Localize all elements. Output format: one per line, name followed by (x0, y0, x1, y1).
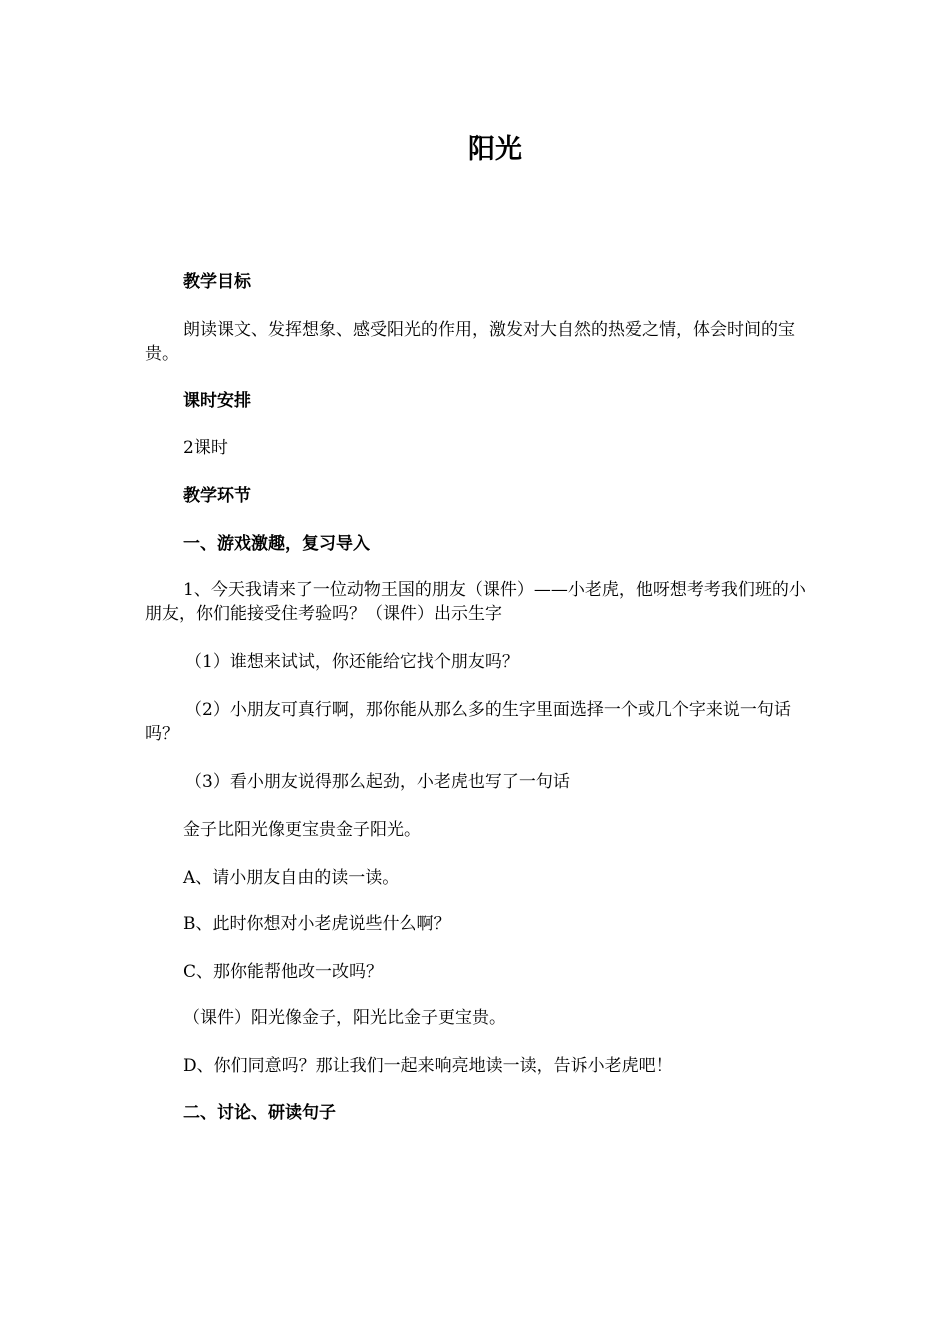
paragraph-1: 1、今天我请来了一位动物王国的朋友（课件）——小老虎，他呀想考考我们班的小朋友，你们能接受住考验吗？（课件）出示生字 (145, 580, 806, 624)
process-heading: 教学环节 (183, 486, 251, 506)
courseware-sentence: （课件）阳光像金子，阳光比金子更宝贵。 (183, 1008, 506, 1028)
item-a: A、请小朋友自由的读一读。 (183, 868, 400, 888)
part1-heading: 一、游戏激趣，复习导入 (183, 534, 370, 554)
question-1: （1）谁想来试试，你还能给它找个朋友吗？ (185, 652, 519, 672)
document-title: 阳光 (468, 134, 522, 165)
schedule-text: 2课时 (183, 438, 228, 458)
item-b: B、此时你想对小老虎说些什么啊？ (183, 914, 451, 934)
question-2: （2）小朋友可真行啊，那你能从那么多的生字里面选择一个或几个字来说一句话吗？ (145, 700, 791, 744)
goal-heading: 教学目标 (183, 272, 251, 292)
part2-heading: 二、讨论、研读句子 (183, 1103, 336, 1123)
question-3: （3）看小朋友说得那么起劲，小老虎也写了一句话 (185, 772, 570, 792)
goal-text: 朗读课文、发挥想象、感受阳光的作用，激发对大自然的热爱之情，体会时间的宝贵。 (145, 320, 795, 364)
item-c: C、那你能帮他改一改吗？ (183, 962, 384, 982)
schedule-heading: 课时安排 (183, 391, 251, 411)
item-d: D、你们同意吗？那让我们一起来响亮地读一读，告诉小老虎吧！ (183, 1056, 673, 1076)
tiger-sentence: 金子比阳光像更宝贵金子阳光。 (183, 820, 421, 840)
